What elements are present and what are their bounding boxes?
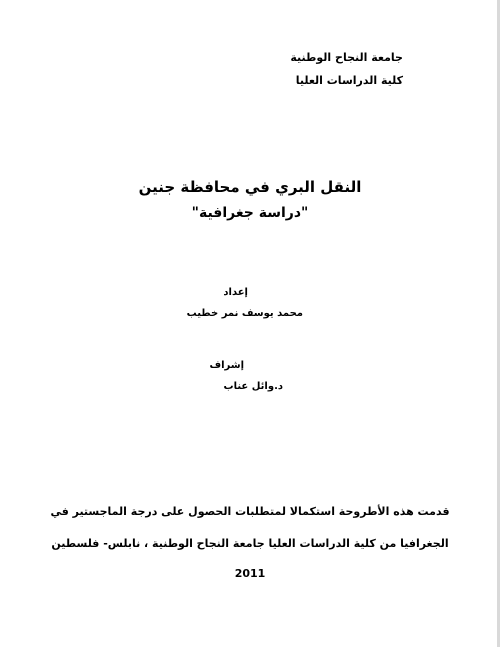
thesis-subtitle: "دراسة جغرافية" [191, 205, 309, 221]
author-name: محمد يوسف نمر خطيب [186, 308, 303, 319]
prepared-by-label: إعداد [223, 287, 248, 298]
university-name: جامعة النجاح الوطنية [290, 51, 403, 64]
thesis-title: النقل البري في محافظة جنين [138, 178, 362, 196]
submission-statement-line-1: قدمت هذه الأطروحة استكمالا لمتطلبات الحصول على درجة الماجستير في [50, 505, 450, 518]
supervision-label: إشراف [209, 360, 244, 371]
year: 2011 [234, 567, 266, 580]
supervisor-name: د.وائل عناب [223, 381, 283, 392]
submission-statement-line-2: الجغرافيا من كلية الدراسات العليا جامعة النجاح الوطنية ، نابلس- فلسطين [51, 537, 449, 550]
faculty-name: كلية الدراسات العليا [295, 74, 403, 87]
